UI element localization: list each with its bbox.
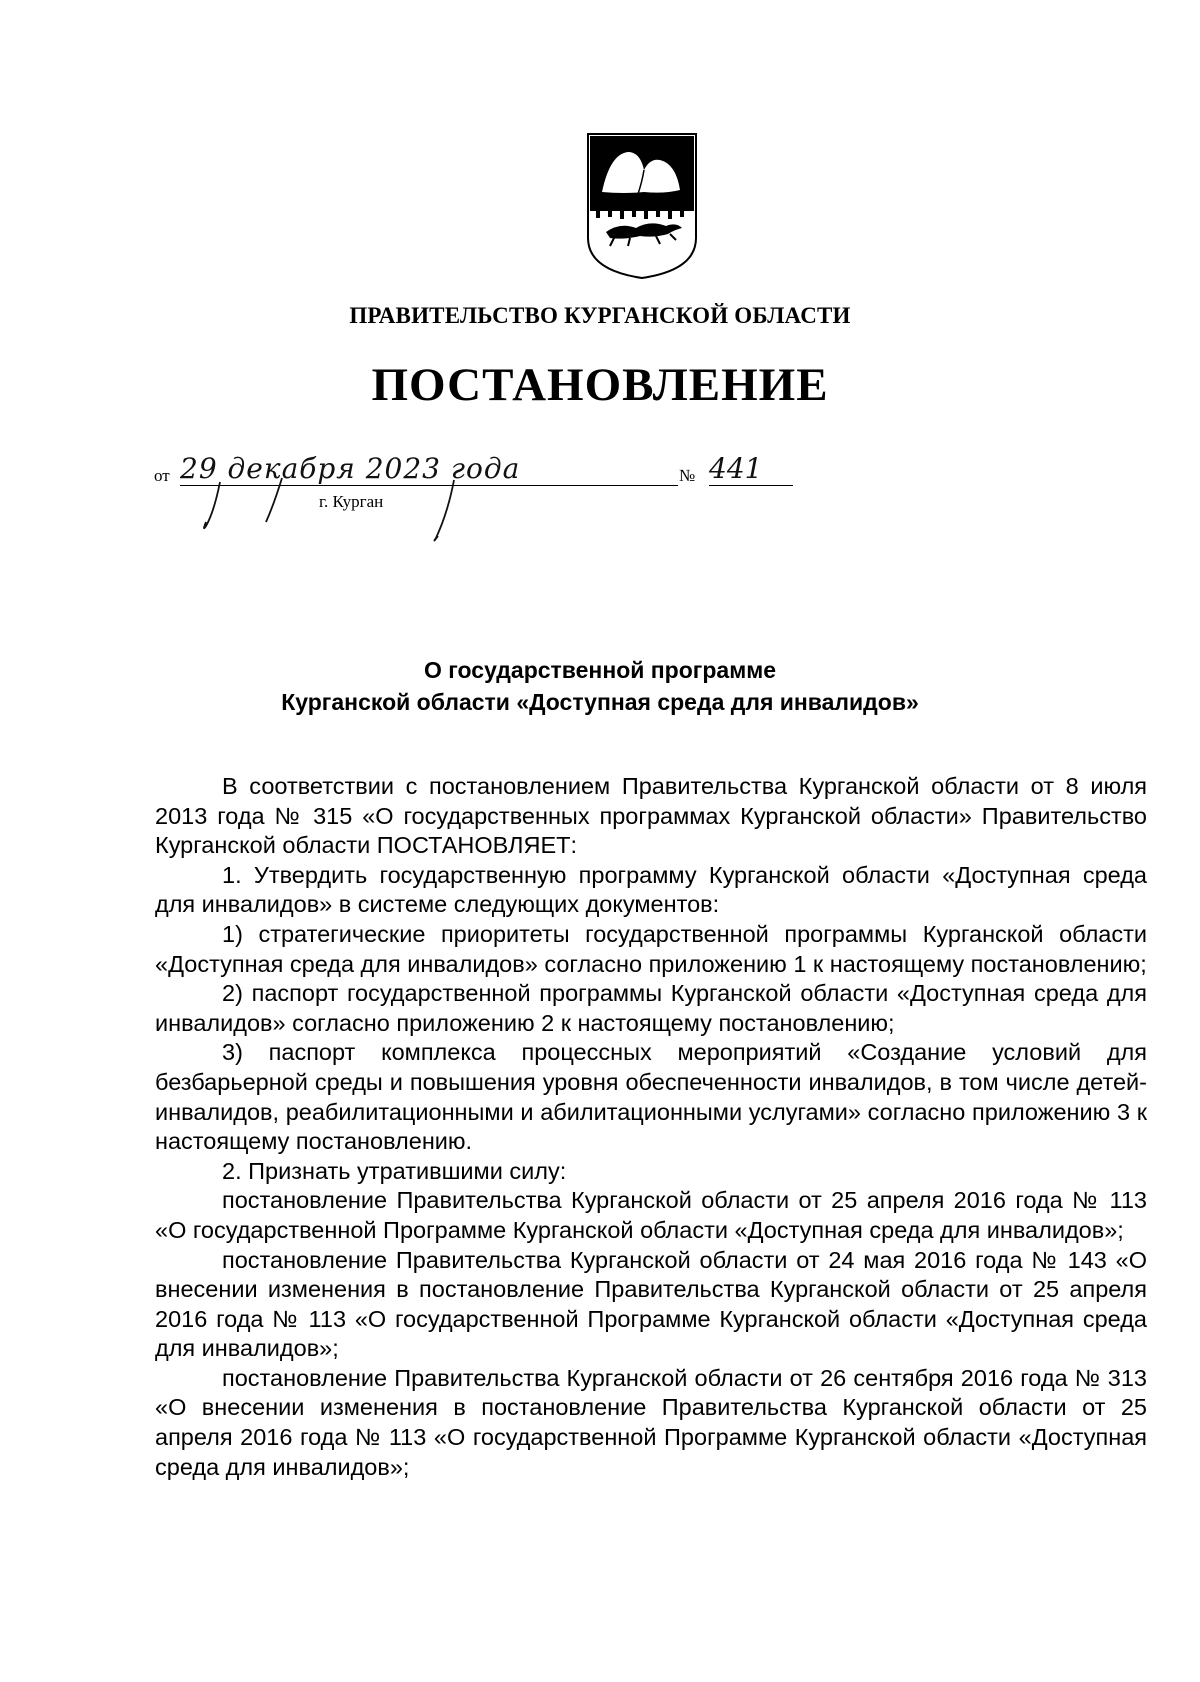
document-type-title: ПОСТАНОВЛЕНИЕ: [371, 359, 829, 411]
handwritten-date: 29 декабря 2023 года: [180, 452, 521, 485]
body-paragraph: 3) паспорт комплекса процессных мероприятий «Создание условий для безбарьерной среды и повышения уровня обеспеченности инвалидов, в том числе детей-инвалидов, реабилитационными и абилитационными услугами» согласно приложению 3 к настоящему постановлению.: [155, 1039, 1147, 1155]
body-paragraph: 2) паспорт государственной программы Курганской области «Доступная среда для инвалидов» согласно приложению 2 к настоящему постановлению;: [155, 980, 1147, 1036]
government-name: ПРАВИТЕЛЬСТВО КУРГАНСКОЙ ОБЛАСТИ: [349, 303, 851, 328]
document-subject: [0, 654, 1200, 718]
document-body: [155, 772, 1147, 1482]
body-paragraph: 1) стратегические приоритеты государственной программы Курганской области «Доступная среда для инвалидов» согласно приложению 1 к настоящему постановлению;: [155, 920, 1147, 977]
number-underline: [709, 485, 793, 486]
subject-line-1: О государственной программе: [423, 657, 777, 683]
handwriting-strokes: [154, 452, 654, 562]
subject-line-2: Курганской области «Доступная среда для инвалидов»: [281, 689, 919, 715]
body-paragraph: 2. Признать утратившими силу:: [222, 1157, 567, 1184]
body-paragraph: В соответствии с постановлением Правительства Курганской области от 8 июля 2013 года № 315 «О государственных программах Курганской области» Правительство Курганской области ПОСТАНОВЛЯЕТ:: [155, 773, 1147, 859]
body-paragraph: постановление Правительства Курганской области от 24 мая 2016 года № 143 «О внесении изменения в постановление Правительства Курганской области от 25 апреля 2016 года № 113 «О государственной Программе Курганской области «Доступная среда для инвалидов»;: [155, 1246, 1147, 1362]
handwritten-number: 441: [709, 452, 763, 485]
body-paragraph: постановление Правительства Курганской области от 26 сентября 2016 года № 313 «О внесении изменения в постановление Правительства Курганской области от 25 апреля 2016 года № 113 «О государственной Программе Курганской области «Доступная среда для инвалидов»;: [155, 1364, 1147, 1480]
coat-of-arms-emblem: [584, 130, 700, 280]
number-sign: №: [679, 466, 696, 485]
city-name: г. Курган: [319, 492, 384, 511]
date-prefix: от: [154, 466, 170, 485]
body-paragraph: постановление Правительства Курганской области от 25 апреля 2016 года № 113 «О государственной Программе Курганской области «Доступная среда для инвалидов»;: [155, 1187, 1147, 1243]
body-paragraph: 1. Утвердить государственную программу Курганской области «Доступная среда для инвалидов» в системе следующих документов:: [155, 861, 1147, 918]
